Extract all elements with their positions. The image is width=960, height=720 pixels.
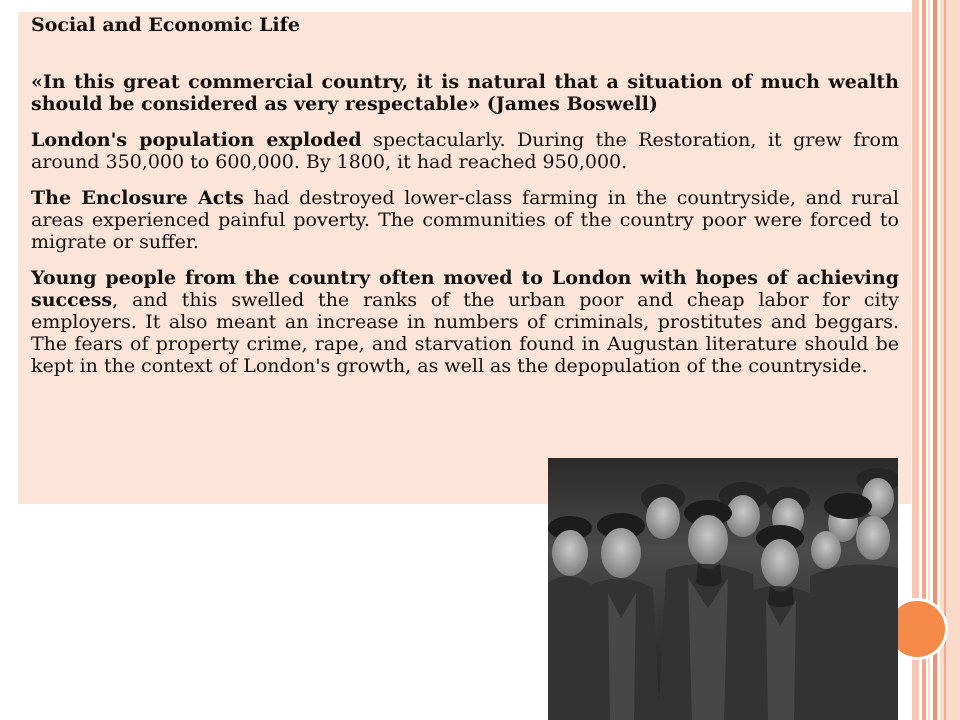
slide-title: Social and Economic Life [31,14,300,36]
paragraph-migration [31,267,899,377]
paragraph-text: spectacularly. During the Restoration, it grew from around 350,000 to 600,000. By 1800, it had reached 950,000. [31,129,899,173]
historical-photo-child-workers [548,458,898,720]
paragraph-bold-lead: The Enclosure Acts [31,187,244,209]
paragraph-bold-lead: London's population exploded [31,129,362,151]
slide-content [31,14,899,391]
paragraph-text: had destroyed lower-class farming in the countryside, and rural areas experienced painful poverty. The communities of the country poor were forced to migrate or suffer. [31,187,899,253]
paragraph-enclosure [31,187,899,253]
boswell-quote: «In this great commercial country, it is natural that a situation of much wealth should be considered as very respectable» (James Boswell) [31,71,899,115]
paragraph-population [31,129,899,173]
paragraph-text: , and this swelled the ranks of the urban poor and cheap labor for city employers. It also meant an increase in numbers of criminals, prostitutes and beggars. The fears of property crime, rape, and starvation found in Augustan literature should be kept in the context of London's growth, as well as the depopulation of the countryside. [31,289,899,377]
decorative-stripe [944,0,946,720]
paragraph-bold-lead: Young people from the country often moved to London with hopes of achieving success [31,267,899,311]
